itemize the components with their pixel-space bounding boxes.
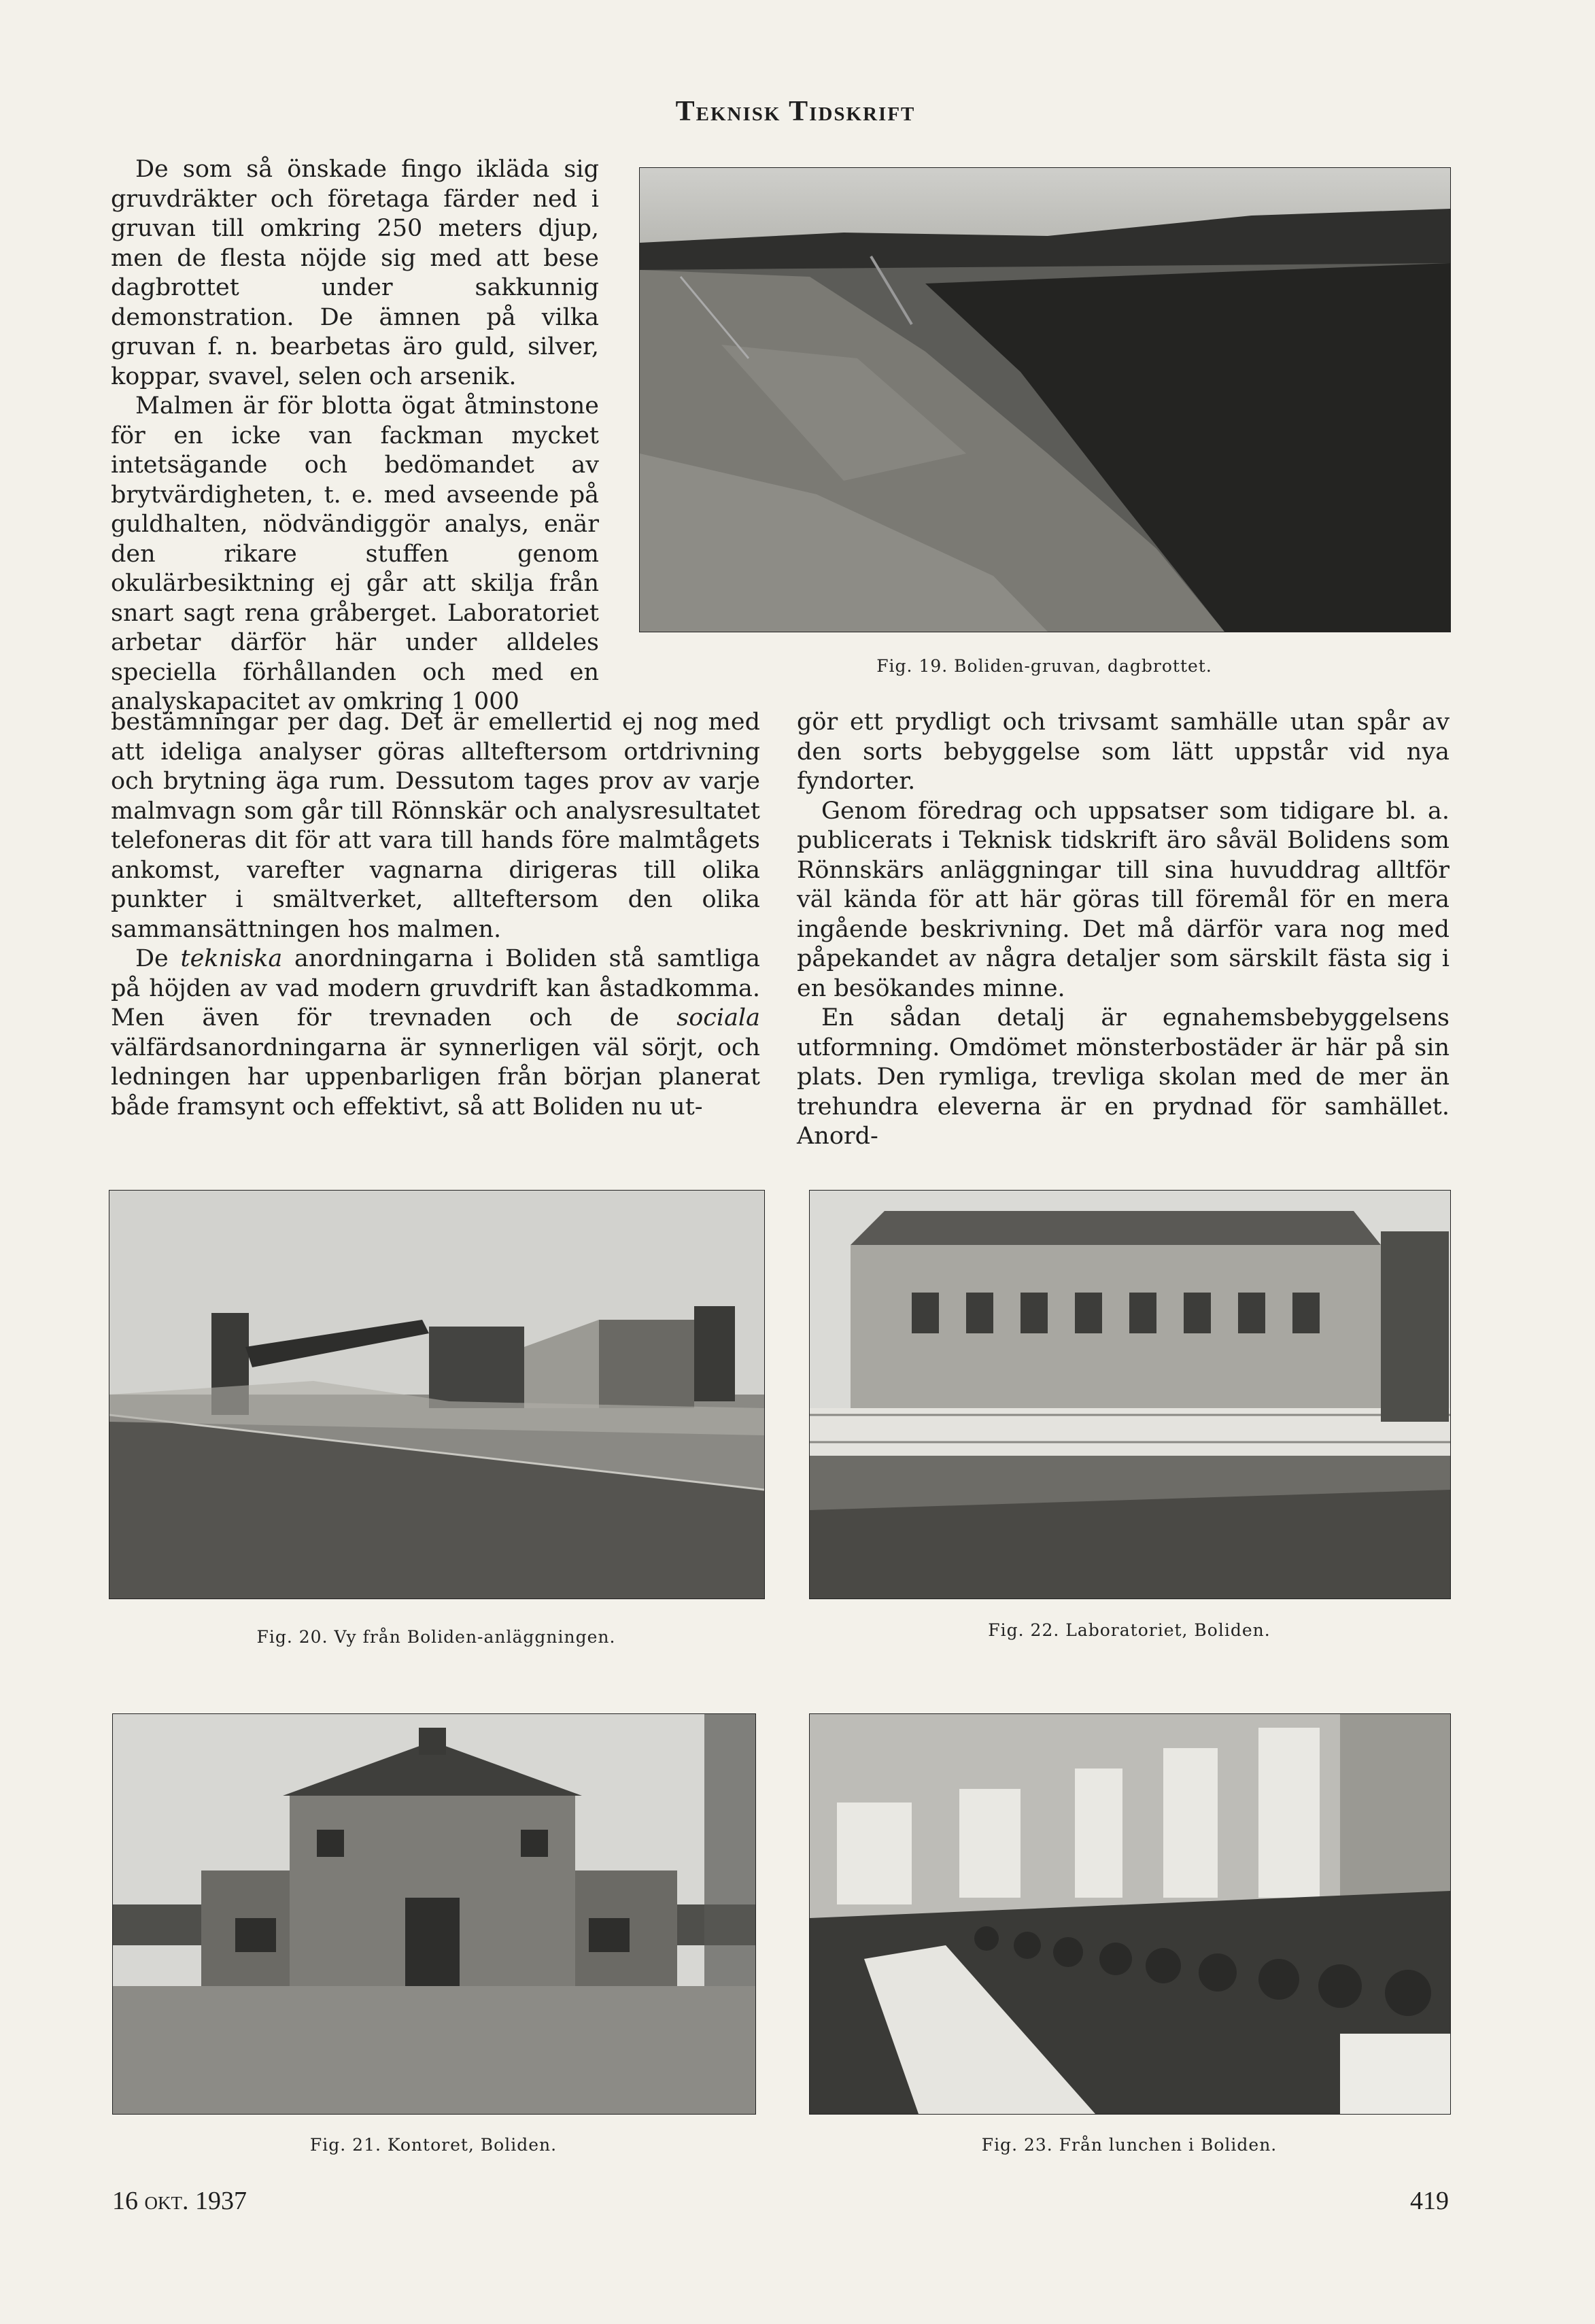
- figure-21-photo: [112, 1713, 756, 2115]
- figure-20-photo: [109, 1190, 765, 1599]
- right-paragraph-3: En sådan detalj är egnahemsbebyggelsens utformning. Omdömet mönsterbostäder är här på sin plats. Den rymliga, trevliga skolan med de mer än trehundra eleverna är en prydnad för samhället. Anord-: [797, 1004, 1450, 1150]
- figure-23-photo: [809, 1713, 1451, 2115]
- paragraph-2a: Malmen är för blotta ögat åtminstone för en icke van fackman mycket intetsägande och bedömandet av brytvärdigheten, t. e. med avseende på guldhalten, nödvändiggör analys, enär den rikare stuffen genom okulärbesiktning ej går att skilja från snart sagt rena gråberget. Laboratoriet arbetar därför här under alldeles speciella förhållanden och med en analyskapacitet av omkring 1 000: [111, 392, 599, 715]
- emphasis-sociala: sociala: [676, 1004, 760, 1031]
- issue-date: 16 okt. 1937: [112, 2187, 247, 2215]
- journal-header: Teknisk Tidskrift: [675, 96, 916, 127]
- figure-22-caption: Fig. 22. Laboratoriet, Boliden.: [988, 1620, 1271, 1640]
- paragraph-3-start: De: [135, 945, 181, 972]
- figure-20-caption: Fig. 20. Vy från Boliden-anläggningen.: [256, 1627, 616, 1647]
- paragraph-3-end: välfärdsanordningarna är synnerligen väl sörjt, och ledningen har uppenbarligen från början planerat både framsynt och effektivt, så att Boliden nu ut-: [111, 1033, 760, 1121]
- figure-21-caption: Fig. 21. Kontoret, Boliden.: [309, 2135, 558, 2155]
- emphasis-tekniska: tekniska: [180, 945, 283, 972]
- figure-23-caption: Fig. 23. Från lunchen i Boliden.: [981, 2135, 1277, 2155]
- paragraph-2b: bestämningar per dag. Det är emellertid ej nog med att ideliga analyser göras allteftersom ortdrivning och brytning äga rum. Dessutom tages prov av varje malmvagn som går till Rönnskär och analysresultatet telefoneras dit för att vara till hands före malmtågets ankomst, varefter vagnarna dirigeras till olika punkter i smältverket, allteftersom den olika sammansättningen hos malmen.: [111, 708, 760, 943]
- figure-22-photo: [809, 1190, 1451, 1599]
- left-column-bottom: [111, 708, 760, 1122]
- paragraph-3-middle: anordningarna i Boliden stå samtliga på höjden av vad modern gruvdrift kan åstadkomma. Men även för trevnaden och de: [111, 945, 760, 1031]
- left-column-top: [111, 155, 599, 717]
- paragraph-3: [111, 944, 760, 1122]
- figure-19-caption: Fig. 19. Boliden-gruvan, dagbrottet.: [876, 656, 1212, 676]
- right-paragraph-2: Genom föredrag och uppsatser som tidigare bl. a. publicerats i Teknisk tidskrift äro såväl Bolidens som Rönnskärs anläggningar till sina huvuddrag alltför väl kända för att här göras till föremål för en mera ingående beskrivning. Det må därför vara nog med påpekandet av några detaljer som särskilt fästa sig i en besökandes minne.: [797, 797, 1450, 1002]
- figure-19-photo: [639, 167, 1451, 632]
- right-column: [797, 708, 1450, 1152]
- page-number: 419: [1410, 2187, 1449, 2215]
- right-paragraph-1: gör ett prydligt och trivsamt samhälle utan spår av den sorts bebyggelse som lätt uppstår vid nya fyndorter.: [797, 708, 1450, 795]
- paragraph-1: De som så önskade fingo ikläda sig gruvdräkter och företaga färder ned i gruvan till omkring 250 meters djup, men de flesta nöjde sig med att bese dagbrottet under sakkunnig demonstration. De ämnen på vilka gruvan f. n. bearbetas äro guld, silver, koppar, svavel, selen och arsenik.: [111, 156, 599, 390]
